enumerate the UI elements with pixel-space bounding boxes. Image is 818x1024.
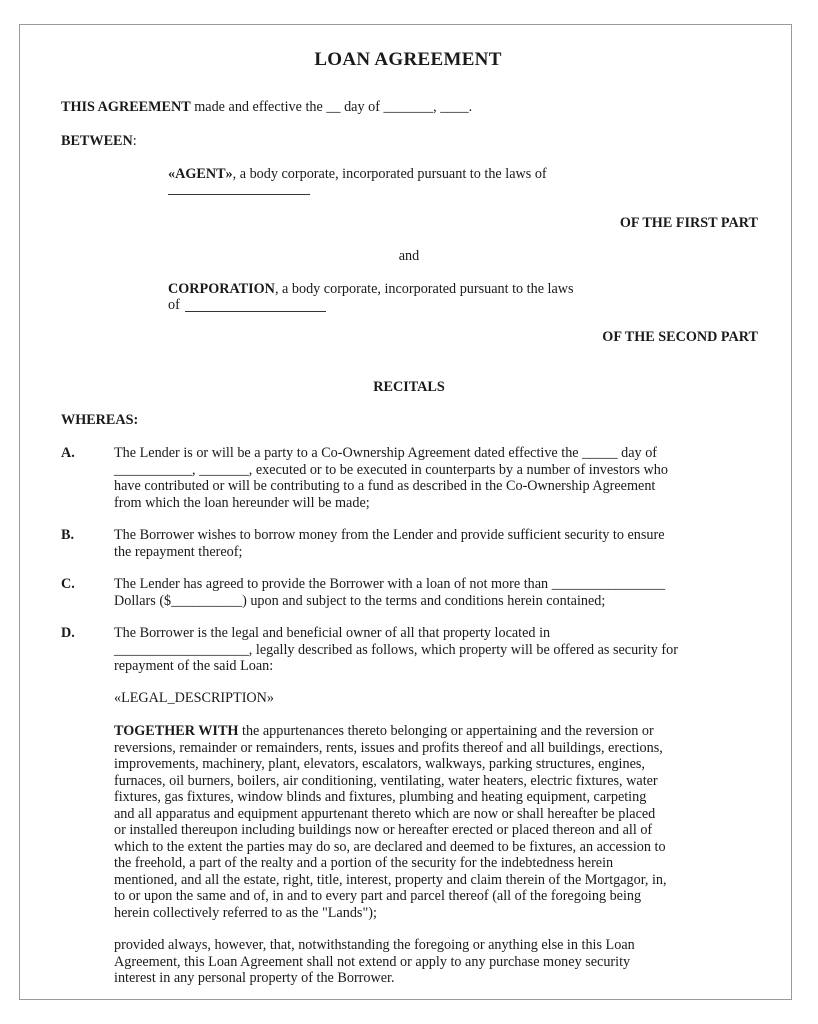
and-text: and [398, 248, 420, 264]
recital-d-text [114, 625, 758, 675]
together-line-1: the appurtenances thereto belonging or appertaining and the reversion or [238, 723, 654, 739]
proviso-line: interest in any personal property of the Borrower. [114, 970, 395, 986]
intro-text: made and effective the __ day of _______, ____. [190, 99, 473, 115]
together-line: herein collectively referred to as the "Lands"); [114, 904, 377, 921]
together-line: mentioned, and all the estate, right, title, interest, property and claim therein of the Mortgagor, in, [114, 871, 667, 888]
legal-description-field: «LEGAL_DESCRIPTION» [114, 690, 274, 706]
together-line: reversions, remainder or remainders, rents, issues and profits thereof and all buildings, erections, [114, 739, 663, 756]
recital-d-line-3: repayment of the said Loan: [114, 658, 274, 674]
proviso-line: Agreement, this Loan Agreement shall not extend or apply to any purchase money security [114, 953, 631, 970]
together-line: the freehold, a part of the realty and a portion of the security for the indebtedness herein [114, 855, 614, 871]
between-colon: : [132, 133, 137, 149]
recital-d-label: D. [61, 625, 75, 641]
recital-c-text [114, 576, 758, 609]
recital-b-label: B. [61, 527, 75, 543]
together-line: and all apparatus and equipment appurtenant thereto which are now or shall hereafter be placed [114, 805, 656, 822]
recitals-heading: RECITALS [373, 379, 445, 395]
party1-jurisdiction-blank [168, 194, 310, 195]
intro-paragraph [61, 99, 761, 116]
recital-a-line-3: have contributed or will be contributing to a fund as described in the Co-Ownership Agreement [114, 478, 656, 494]
party1-line [168, 166, 652, 183]
recital-c-line-2: Dollars ($__________) upon and subject to the terms and conditions herein contained; [114, 592, 606, 609]
together-line: or installed thereupon including buildings now or hereafter erected or placed thereon and all of [114, 822, 653, 838]
recital-d-line-1: The Borrower is the legal and beneficial owner of all that property located in [114, 625, 551, 641]
party2-line [168, 281, 658, 298]
party2-of-line [168, 297, 180, 314]
together-line: fixtures, gas fixtures, window blinds and fixtures, plumbing and heating equipment, carpeting [114, 789, 647, 805]
recital-a-line-4: from which the loan hereunder will be made; [114, 494, 370, 511]
together-line: which to the extent the parties may do so, are declared and deemed to be fixtures, an accession to [114, 838, 666, 855]
recital-d-line-2: ___________________, legally described as follows, which property will be offered as security for [114, 641, 678, 658]
recital-a-label: A. [61, 445, 75, 461]
proviso-paragraph [114, 937, 758, 987]
recital-c-label: C. [61, 576, 75, 592]
together-bold: TOGETHER WITH [114, 723, 239, 739]
intro-bold: THIS AGREEMENT [61, 99, 191, 115]
recital-c-line-1: The Lender has agreed to provide the Borrower with a loan of not more than ________________ [114, 576, 666, 592]
recital-b-line-1: The Borrower wishes to borrow money from the Lender and provide sufficient security to ensure [114, 527, 665, 543]
together-line: furnaces, oil burners, boilers, air conditioning, ventilating, water heaters, electric fixtures, water [114, 772, 658, 789]
party1-text: , a body corporate, incorporated pursuant to the laws of [232, 166, 547, 182]
together-line: to or upon the same and of, in and to every part and parcel thereof (all of the foregoing being [114, 888, 642, 904]
recital-b-text [114, 527, 758, 560]
whereas-label: WHEREAS: [61, 412, 139, 428]
document-title: LOAN AGREEMENT [314, 49, 502, 70]
proviso-line: provided always, however, that, notwithstanding the foregoing or anything else in this Loan [114, 937, 635, 953]
recital-b-line-2: the repayment thereof; [114, 543, 243, 560]
party2-text: , a body corporate, incorporated pursuant to the laws [274, 281, 574, 297]
recital-a-line-2: ___________, _______, executed or to be executed in counterparts by a number of investors who [114, 461, 668, 478]
party1-name: «AGENT» [168, 166, 233, 182]
recital-a-text [114, 445, 758, 511]
party2-name: CORPORATION [168, 281, 275, 297]
between-label: BETWEEN [61, 133, 133, 149]
together-line: improvements, machinery, plant, elevators, escalators, walkways, parking structures, engines, [114, 756, 645, 772]
recital-a-line-1: The Lender is or will be a party to a Co-Ownership Agreement dated effective the _____ day of [114, 445, 658, 461]
between-heading [61, 133, 137, 150]
party1-part: OF THE FIRST PART [619, 215, 758, 231]
together-line-first [114, 723, 758, 740]
together-with-paragraph [114, 723, 758, 921]
party2-part: OF THE SECOND PART [602, 329, 758, 345]
party2-jurisdiction-blank [185, 311, 326, 312]
party2-of: of [168, 297, 180, 313]
